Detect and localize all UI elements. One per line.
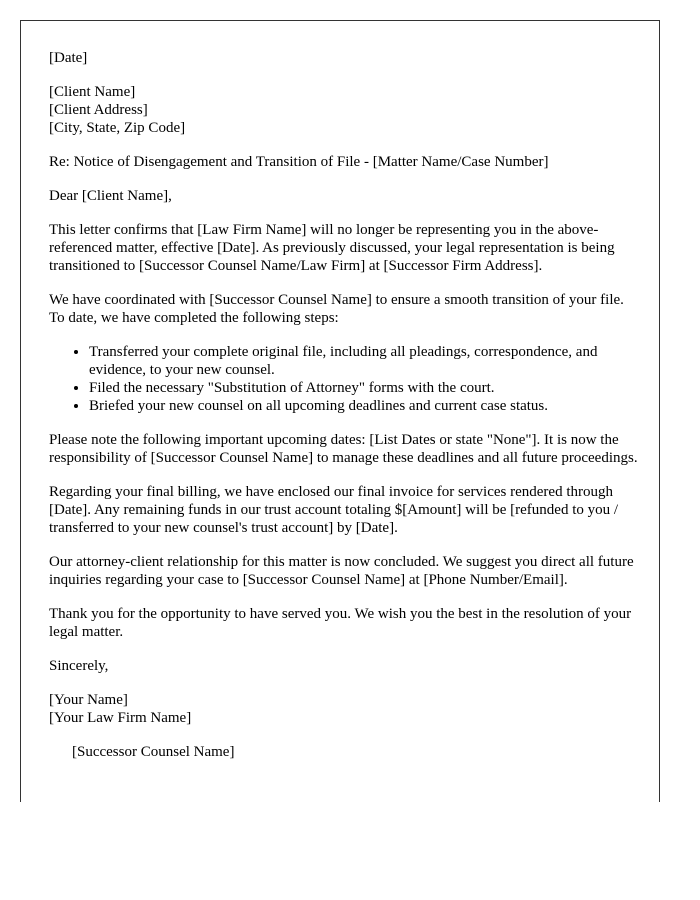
recipient-address: [Client Address] [49, 102, 148, 118]
list-item: • Transferred your complete original file, including all pleadings, correspondence, and evidence, to your new counsel. [89, 343, 639, 379]
steps-list [49, 343, 639, 415]
paragraph: Regarding your final billing, we have enclosed our final invoice for services rendered through [Date]. Any remaining funds in our trust account totaling $[Amount] will be [refunded to you / transferred to your new counsel's trust account] by [Date]. [49, 484, 619, 536]
cc-line: [Successor Counsel Name] [72, 744, 235, 760]
signature-name: [Your Name] [49, 692, 128, 708]
paragraph: This letter confirms that [Law Firm Name] will no longer be representing you in the above-referenced matter, effective [Date]. As previously discussed, your legal representation is being transitioned to [Successor Counsel Name/Law Firm] at [Successor Firm Address]. [49, 222, 615, 274]
paragraph: Please note the following important upcoming dates: [List Dates or state "None"]. It is now the responsibility of [Successor Counsel Name] to manage these deadlines and all future proceedings. [49, 432, 638, 466]
paragraph: We have coordinated with [Successor Counsel Name] to ensure a smooth transition of your file. To date, we have completed the following steps: [49, 292, 624, 326]
list-item: • Filed the necessary "Substitution of Attorney" forms with the court. [89, 379, 639, 397]
signature-firm: [Your Law Firm Name] [49, 710, 192, 726]
letter-body [49, 49, 639, 777]
recipient-block [49, 83, 639, 137]
letter-page [20, 20, 660, 802]
letter-date: [Date] [49, 50, 88, 66]
signature-block [49, 691, 639, 727]
paragraph: Thank you for the opportunity to have served you. We wish you the best in the resolution of your legal matter. [49, 606, 632, 640]
recipient-city: [City, State, Zip Code] [49, 120, 186, 136]
salutation: Dear [Client Name], [49, 188, 172, 204]
recipient-name: [Client Name] [49, 84, 136, 100]
paragraph: Our attorney-client relationship for this matter is now concluded. We suggest you direct all future inquiries regarding your case to [Successor Counsel Name] at [Phone Number/Email]. [49, 554, 634, 588]
subject-line: Re: Notice of Disengagement and Transition of File - [Matter Name/Case Number] [49, 154, 549, 170]
closing: Sincerely, [49, 658, 109, 674]
list-item: • Briefed your new counsel on all upcoming deadlines and current case status. [89, 397, 639, 415]
